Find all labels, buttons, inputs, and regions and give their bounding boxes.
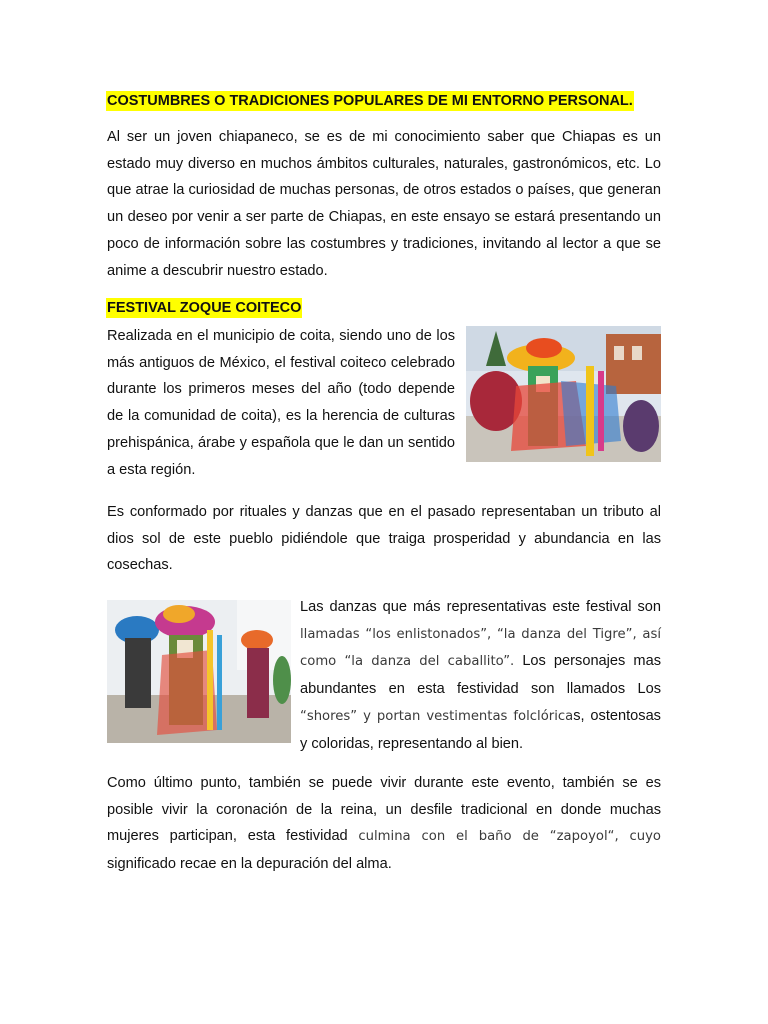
intro-paragraph: Al ser un joven chiapaneco, se es de mi conocimiento saber que Chiapas es un estado muy diverso en muchos ámbitos culturales, naturales, gastronómicos, etc. Lo que atrae la curiosidad de muchas personas, de otros estados o países, que generan un deseo por venir a ser parte de Chiapas, en este ensayo se estará presentando un poco de información sobre las costumbres y tradiciones, invitando al lector a que se anime a descubrir nuestro estado. (107, 129, 661, 279)
closing-zapoyol: culmina con el baño de “zapoyol“, cuyo (358, 829, 661, 845)
dances-paragraph (300, 594, 661, 757)
dances-text-2: Los personajes mas abundantes en esta festividad son llamados Los (300, 653, 661, 698)
closing-text-2: significado recae en la depuración del alma. (107, 856, 392, 873)
closing-paragraph (107, 770, 661, 878)
dances-text-1: Las danzas que más representativas este festival son (300, 599, 661, 615)
festival-photo-2 (107, 600, 291, 743)
page-title: COSTUMBRES O TRADICIONES POPULARES DE MI ENTORNO PERSONAL. (107, 93, 633, 109)
festival-photo-1 (466, 326, 661, 462)
dances-shores: “shores” y portan vestimentas folclórica (300, 708, 574, 724)
closing-text-1: Como último punto, también se puede vivir durante este evento, también se es posible vivir la coronación de la reina, un desfile tradicional en donde muchas mujeres participan, esta festividad (107, 775, 661, 845)
festival-heading: FESTIVAL ZOQUE COITECO (107, 300, 302, 316)
festival-description: Realizada en el municipio de coita, siendo uno de los más antiguos de México, el festival coiteco celebrado durante los primeros meses del año (todo depende de la comunidad de coita), es la herencia de culturas prehispánica, árabe y española que le dan un sentido a esta región. (107, 328, 455, 478)
rituals-paragraph: Es conformado por rituales y danzas que en el pasado representaban un tributo al dios sol de este pueblo pidiéndole que traiga prosperidad y abundancia en las cosechas. (107, 504, 661, 574)
dances-names: llamadas “los enlistonados”, “la danza del Tigre”, así como “la danza del caballito”. (300, 626, 661, 670)
dances-text-3: s, ostentosas y coloridas, representando al bien. (300, 707, 661, 752)
